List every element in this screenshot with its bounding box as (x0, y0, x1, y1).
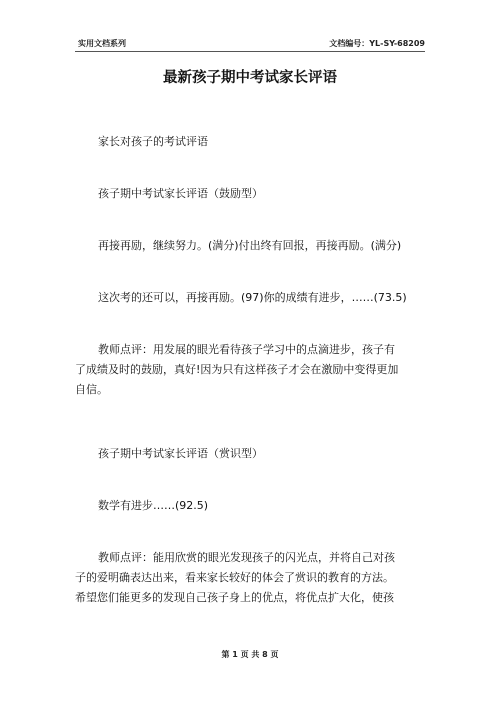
paragraph (75, 444, 430, 464)
text-line: 孩子期中考试家长评语（鼓励型） (98, 187, 263, 200)
text-line: 教师点评：能用欣赏的眼光发现孩子的闪光点，并将自己对孩 (98, 551, 395, 564)
text-line: 子的爱明确表达出来，看来家长较好的体会了赏识的教育的方法。 (75, 571, 394, 584)
text-line: 家长对孩子的考试评语 (98, 135, 208, 148)
document-title: 最新孩子期中考试家长评语 (163, 70, 337, 86)
paragraph (75, 340, 430, 400)
text-line: 这次考的还可以，再接再励。(97)你的成绩有进步，……(73.5) (98, 291, 407, 304)
text-line: 数学有进步……(92.5) (98, 499, 209, 512)
paragraph (75, 184, 430, 204)
text-line: 希望您们能更多的发现自己孩子身上的优点，将优点扩大化，使孩 (75, 591, 394, 604)
text-line: 再接再励，继续努力。(满分)付出终有回报，再接再励。(满分) (98, 239, 402, 252)
text-line: 孩子期中考试家长评语（赏识型） (98, 447, 263, 460)
paragraph (75, 496, 430, 516)
text-line: 教师点评：用发展的眼光看待孩子学习中的点滴进步，孩子有 (98, 343, 395, 356)
paragraph (75, 548, 430, 608)
text-line: 自信。 (75, 383, 108, 396)
paragraph (75, 132, 430, 152)
page-header (75, 38, 425, 52)
paragraph (75, 288, 430, 308)
paragraph (75, 236, 430, 256)
page-footer: 第 1 页 共 8 页 (221, 650, 279, 659)
header-doc-number: 文档编号：YL-SY-68209 (329, 39, 425, 48)
text-line: 了成绩及时的鼓励，真好!因为只有这样孩子才会在激励中变得更加 (75, 363, 399, 376)
header-series: 实用文档系列 (78, 39, 126, 48)
header-divider (75, 51, 425, 52)
